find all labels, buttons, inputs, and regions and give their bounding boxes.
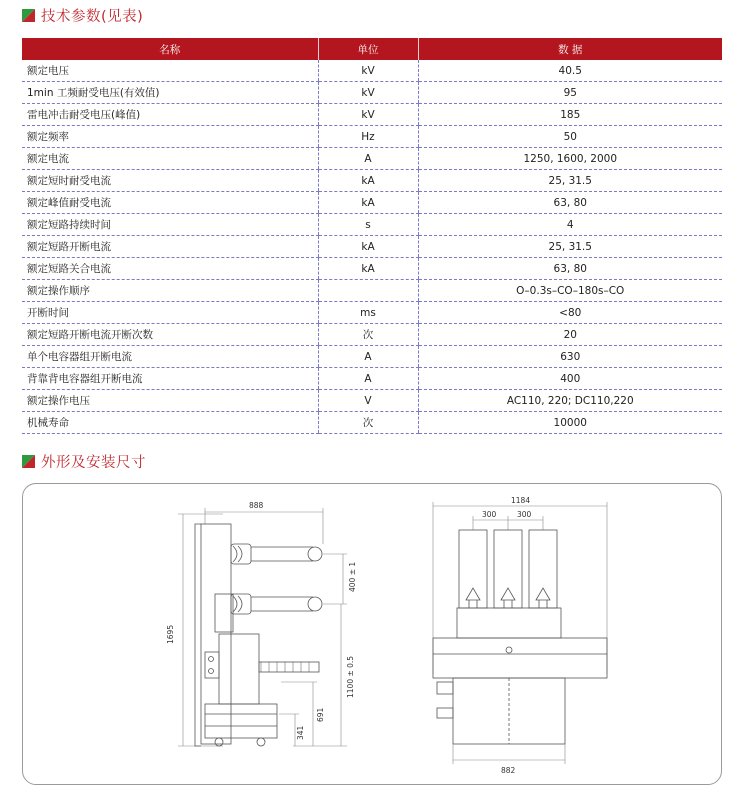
cell-name: 额定短路开断电流 — [22, 236, 318, 258]
cell-unit: 次 — [318, 324, 418, 346]
cell-value: 25, 31.5 — [418, 236, 722, 258]
wheel-icon — [257, 738, 265, 746]
cell-value: <80 — [418, 302, 722, 324]
cell-value: 185 — [418, 104, 722, 126]
column-header-unit: 单位 — [318, 38, 418, 60]
cell-unit: kA — [318, 170, 418, 192]
cell-name: 单个电容器组开断电流 — [22, 346, 318, 368]
insulator-b — [501, 588, 515, 608]
table-row — [22, 258, 722, 280]
cell-name: 额定操作顺序 — [22, 280, 318, 302]
table-row — [22, 346, 722, 368]
table-row — [22, 82, 722, 104]
table-row — [22, 192, 722, 214]
table-row — [22, 368, 722, 390]
front-center-mark — [506, 647, 512, 653]
front-left-latch — [437, 708, 453, 718]
cell-value: 4 — [418, 214, 722, 236]
front-upper-body — [457, 608, 561, 638]
dim-label-total-width: 1184 — [511, 496, 531, 505]
cell-name: 开断时间 — [22, 302, 318, 324]
cell-name: 额定短路开断电流开断次数 — [22, 324, 318, 346]
cell-name: 额定电压 — [22, 60, 318, 82]
section-title-text: 技术参数(见表) — [41, 8, 144, 25]
front-frame — [433, 638, 607, 678]
cell-name: 额定频率 — [22, 126, 318, 148]
table-row — [22, 390, 722, 412]
cell-name: 机械寿命 — [22, 412, 318, 434]
table-row — [22, 170, 722, 192]
column-header-name: 名称 — [22, 38, 318, 60]
upper-bushing-sheds — [233, 546, 242, 562]
section-flag-icon — [22, 455, 35, 468]
section-title-tech-params — [22, 5, 143, 25]
cell-name: 雷电冲击耐受电压(峰值) — [22, 104, 318, 126]
pole-housing-c — [529, 530, 557, 608]
column-header-value: 数 据 — [418, 38, 722, 60]
cell-unit: s — [318, 214, 418, 236]
cell-unit: ms — [318, 302, 418, 324]
dimension-drawing — [23, 484, 721, 784]
insulator-c — [536, 588, 550, 608]
cell-unit: kV — [318, 82, 418, 104]
cell-name: 额定短路关合电流 — [22, 258, 318, 280]
cell-unit: kA — [318, 236, 418, 258]
cell-value: 63, 80 — [418, 258, 722, 280]
front-left-handle — [437, 682, 453, 694]
cell-value: 630 — [418, 346, 722, 368]
trolley-base — [205, 704, 277, 738]
insulator-a — [466, 588, 480, 608]
table-row — [22, 324, 722, 346]
cell-value: 25, 31.5 — [418, 170, 722, 192]
pole-housing-a — [459, 530, 487, 608]
cell-unit: 次 — [318, 412, 418, 434]
side-panel — [215, 594, 233, 632]
table-row — [22, 126, 722, 148]
cell-name: 1min 工频耐受电压(有效值) — [22, 82, 318, 104]
section-title-dimensions — [22, 451, 146, 471]
section-title-text: 外形及安装尺寸 — [41, 454, 146, 471]
dim-label-lower-bushing-height: 1100 ± 0.5 — [346, 655, 355, 698]
cell-value: 1250, 1600, 2000 — [418, 148, 722, 170]
section-flag-icon — [22, 9, 35, 22]
table-row — [22, 214, 722, 236]
side-back-plate — [195, 524, 201, 746]
cell-value: AC110, 220; DC110,220 — [418, 390, 722, 412]
cell-value: 10000 — [418, 412, 722, 434]
cell-unit: kA — [318, 258, 418, 280]
dim-label-handle-height: 691 — [316, 707, 325, 722]
cell-unit: kV — [318, 60, 418, 82]
cell-unit: V — [318, 390, 418, 412]
cell-unit — [318, 280, 418, 302]
cell-name: 背靠背电容器组开断电流 — [22, 368, 318, 390]
dim-label-base-height: 341 — [296, 725, 305, 740]
cell-name: 额定操作电压 — [22, 390, 318, 412]
upper-terminal — [308, 547, 322, 561]
lower-terminal — [308, 597, 322, 611]
cell-unit: kV — [318, 104, 418, 126]
table-row — [22, 104, 722, 126]
cell-unit: Hz — [318, 126, 418, 148]
front-view — [433, 502, 607, 764]
cell-value: 40.5 — [418, 60, 722, 82]
pole-housing-b — [494, 530, 522, 608]
cell-value: O–0.3s–CO–180s–CO — [418, 280, 722, 302]
table-row — [22, 60, 722, 82]
table-row — [22, 412, 722, 434]
table-row — [22, 148, 722, 170]
handle-block — [205, 652, 219, 678]
cell-value: 400 — [418, 368, 722, 390]
cell-name: 额定电流 — [22, 148, 318, 170]
dim-label-phase-spacing-1: 300 — [482, 510, 497, 519]
dim-label-base-width: 882 — [501, 766, 516, 775]
cell-name: 额定短时耐受电流 — [22, 170, 318, 192]
dim-label-total-height: 1695 — [166, 624, 175, 644]
cell-name: 额定短路持续时间 — [22, 214, 318, 236]
dim-label-bushing-spacing: 400 ± 1 — [348, 561, 357, 592]
lower-bushing-arm — [251, 597, 313, 611]
dim-label-width-top: 888 — [249, 501, 264, 510]
dimension-drawing-panel — [22, 483, 722, 785]
operating-link — [259, 662, 319, 672]
table-row — [22, 302, 722, 324]
table-row — [22, 280, 722, 302]
cell-unit: A — [318, 346, 418, 368]
cell-unit: A — [318, 148, 418, 170]
spec-table — [22, 38, 722, 434]
table-row — [22, 236, 722, 258]
cell-unit: kA — [318, 192, 418, 214]
cell-unit: A — [318, 368, 418, 390]
cell-value: 63, 80 — [418, 192, 722, 214]
dim-label-phase-spacing-2: 300 — [517, 510, 532, 519]
wheel-icon — [215, 738, 223, 746]
cell-value: 95 — [418, 82, 722, 104]
cell-name: 额定峰值耐受电流 — [22, 192, 318, 214]
mechanism-box — [219, 634, 259, 704]
upper-bushing-arm — [251, 547, 313, 561]
table-header-row — [22, 38, 722, 60]
lower-bushing-sheds — [233, 596, 242, 612]
cell-value: 20 — [418, 324, 722, 346]
cell-value: 50 — [418, 126, 722, 148]
